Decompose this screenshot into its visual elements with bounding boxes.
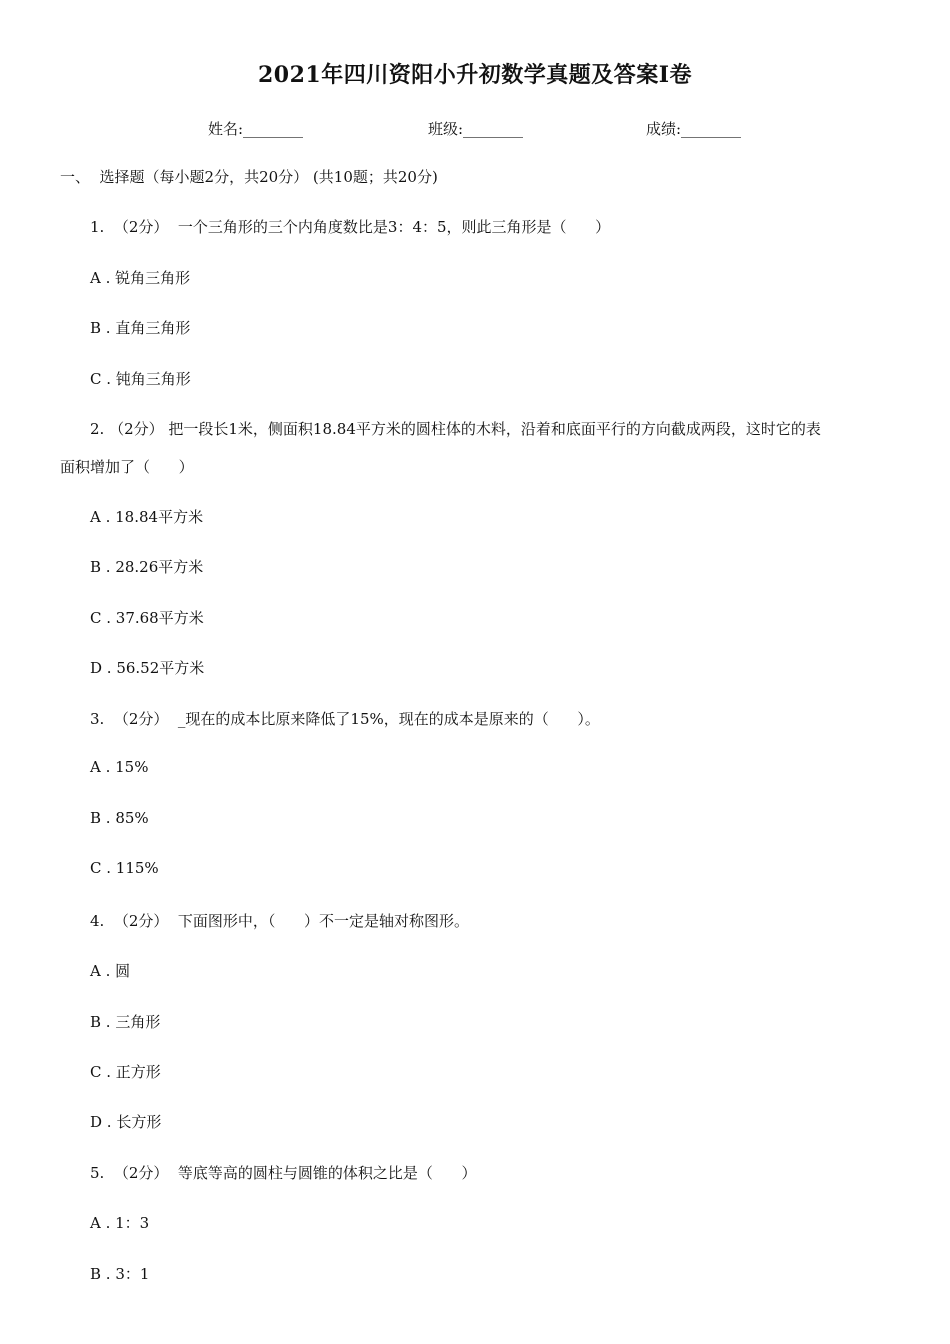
q4-option-b[interactable]: B . 三角形 xyxy=(90,1013,161,1031)
q2-option-d[interactable]: D . 56.52平方米 xyxy=(90,659,205,677)
q4-option-d[interactable]: D . 长方形 xyxy=(90,1113,162,1131)
q3-option-b[interactable]: B . 85% xyxy=(90,809,149,827)
q4-option-c[interactable]: C . 正方形 xyxy=(90,1063,161,1081)
q5-option-a[interactable]: A . 1：3 xyxy=(90,1214,150,1232)
q3-option-a[interactable]: A . 15% xyxy=(90,758,149,776)
score-field[interactable]: 成绩:________ xyxy=(646,120,742,138)
question-2-line-1: 2. （2分） 把一段长1米，侧面积18.84平方米的圆柱体的木料，沿着和底面平行的方向截成两段，这时它的表 xyxy=(90,420,821,438)
q2-option-c[interactable]: C . 37.68平方米 xyxy=(90,609,204,627)
question-4: 4. （2分） 下面图形中，（ ）不一定是轴对称图形。 xyxy=(90,912,470,930)
q1-option-b[interactable]: B . 直角三角形 xyxy=(90,319,191,337)
q2-option-b[interactable]: B . 28.26平方米 xyxy=(90,558,204,576)
q2-option-a[interactable]: A . 18.84平方米 xyxy=(90,508,204,526)
question-1: 1. （2分） 一个三角形的三个内角度数比是3：4：5，则此三角形是（ ） xyxy=(90,218,611,236)
page-title: 2021年四川资阳小升初数学真题及答案I卷 xyxy=(257,62,693,88)
question-2-line-2: 面积增加了（ ） xyxy=(60,458,194,476)
q1-option-a[interactable]: A . 锐角三角形 xyxy=(90,269,191,287)
q1-option-c[interactable]: C . 钝角三角形 xyxy=(90,370,191,388)
question-5: 5. （2分） 等底等高的圆柱与圆锥的体积之比是（ ） xyxy=(90,1164,477,1182)
q5-option-b[interactable]: B . 3：1 xyxy=(90,1265,150,1283)
q3-option-c[interactable]: C . 115% xyxy=(90,859,159,877)
name-field[interactable]: 姓名:________ xyxy=(208,120,304,138)
q4-option-a[interactable]: A . 圆 xyxy=(90,962,131,980)
class-field[interactable]: 班级:________ xyxy=(428,120,524,138)
question-3: 3. （2分） _现在的成本比原来降低了15%，现在的成本是原来的（ ）。 xyxy=(90,710,600,728)
section-heading: 一、 选择题（每小题2分，共20分） (共10题；共20分) xyxy=(60,168,438,186)
